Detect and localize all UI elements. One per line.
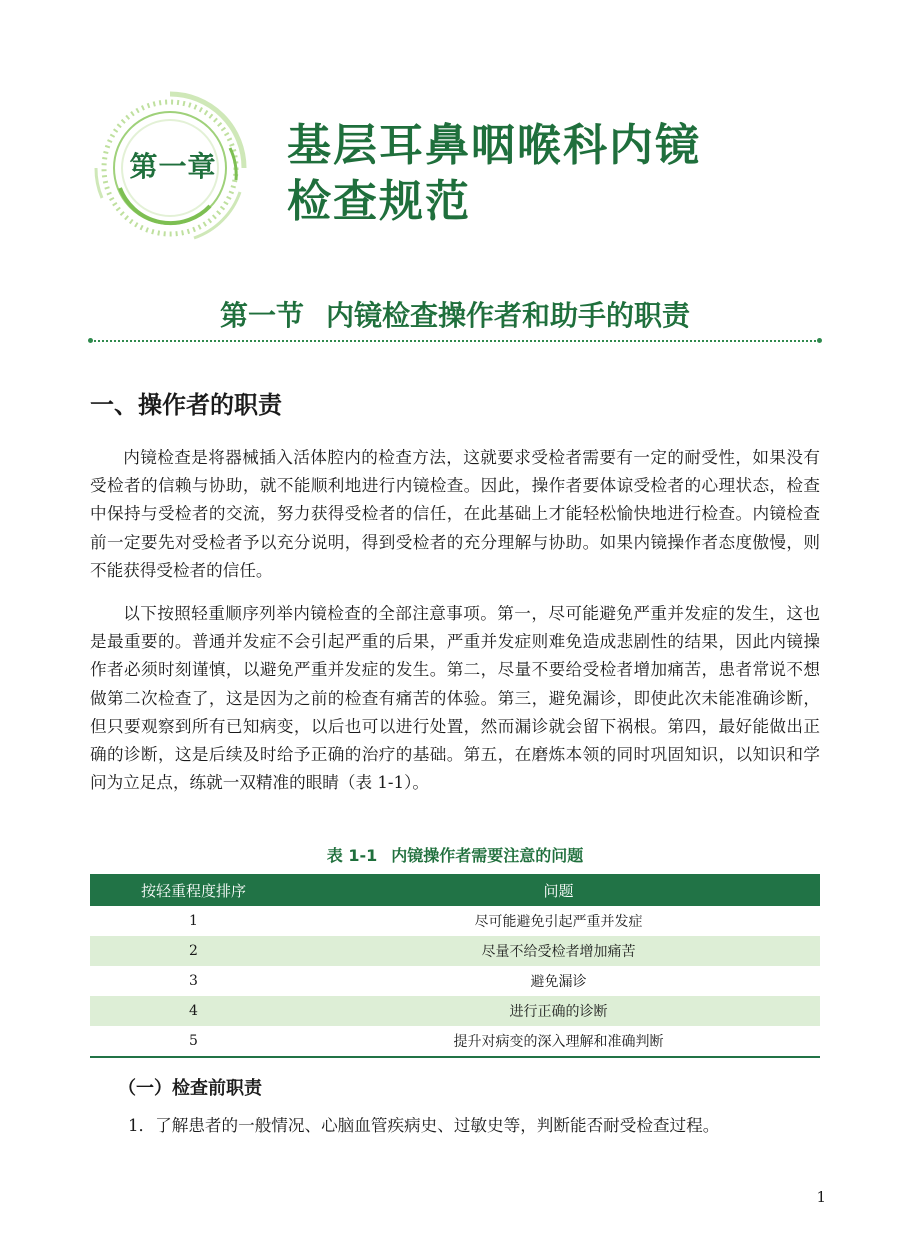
- chapter-title: [287, 118, 807, 230]
- chapter-title-line1: 基层耳鼻咽喉科内镜: [287, 120, 701, 171]
- table-cell-rank: 4: [90, 996, 297, 1026]
- table-cell-rank: 5: [90, 1026, 297, 1057]
- table-header-row: [90, 874, 820, 906]
- table-cell-rank: 1: [189, 913, 198, 929]
- table-row: [90, 906, 820, 936]
- table-cell-issue: 尽量不给受检者增加痛苦: [297, 936, 820, 966]
- table-row: [90, 1026, 820, 1057]
- table-row: [90, 966, 820, 996]
- table-cell-issue: 尽可能避免引起严重并发症: [474, 914, 643, 930]
- table-cell-issue: 避免漏诊: [530, 974, 587, 990]
- precautions-table: [90, 874, 820, 1058]
- section-number: 第一节: [219, 299, 304, 332]
- list-item: 1．了解患者的一般情况、心脑血管疾病史、过敏史等，判断能否耐受检查过程。: [128, 1116, 720, 1135]
- chapter-title-line2: 检查规范: [287, 176, 471, 227]
- table-cell-issue: 提升对病变的深入理解和准确判断: [297, 1026, 820, 1057]
- table-row: [90, 996, 820, 1026]
- subheading-pre-exam-duties: （一）检查前职责: [118, 1078, 262, 1099]
- table-cell-issue: 进行正确的诊断: [297, 996, 820, 1026]
- table-header-issue: 问题: [297, 874, 820, 906]
- heading-operator-duties: 一、操作者的职责: [90, 391, 282, 419]
- paragraph-2: 以下按照轻重顺序列举内镜检查的全部注意事项。第一，尽可能避免严重并发症的发生，这也是最重要的。普通并发症不会引起严重的后果，严重并发症则难免造成悲剧性的结果，因此内镜操作者必须时刻谨慎，以避免严重并发症的发生。第二，尽量不要给受检者增加痛苦，患者常说不想做第二次检查了，这是因为之前的检查有痛苦的体验。第三，避免漏诊，即使此次未能准确诊断，但只要观察到所有已知病变，以后也可以进行处置，然而漏诊就会留下祸根。第四，最好能做出正确的诊断，这是后续及时给予正确的治疗的基础。第五，在磨炼本领的同时巩固知识，以知识和学问为立足点，练就一双精准的眼睛（表 1-1）。: [90, 604, 820, 793]
- page-number: 1: [816, 1188, 826, 1206]
- table-caption-title: 内镜操作者需要注意的问题: [391, 846, 584, 865]
- section-divider: [90, 340, 820, 342]
- table-header-rank: 按轻重程度排序: [90, 874, 297, 906]
- table-row: [90, 936, 820, 966]
- section-title: [90, 294, 820, 334]
- table-caption: [90, 843, 820, 866]
- paragraph-1: 内镜检查是将器械插入活体腔内的检查方法，这就要求受检者需要有一定的耐受性，如果没有受检者的信赖与协助，就不能顺利地进行内镜检查。因此，操作者要体谅受检者的心理状态，检查中保持与受检者的交流，努力获得受检者的信任，在此基础上才能轻松愉快地进行检查。内镜检查前一定要先对受检者予以充分说明，得到受检者的充分理解与协助。如果内镜操作者态度傲慢，则不能获得受检者的信任。: [90, 448, 820, 580]
- chapter-label: 第一章: [129, 150, 217, 183]
- section-title-text: 内镜检查操作者和助手的职责: [326, 299, 691, 332]
- table-cell-rank: 3: [189, 973, 198, 989]
- table-cell-rank: 2: [90, 936, 297, 966]
- table-caption-number: 表 1-1: [326, 846, 378, 865]
